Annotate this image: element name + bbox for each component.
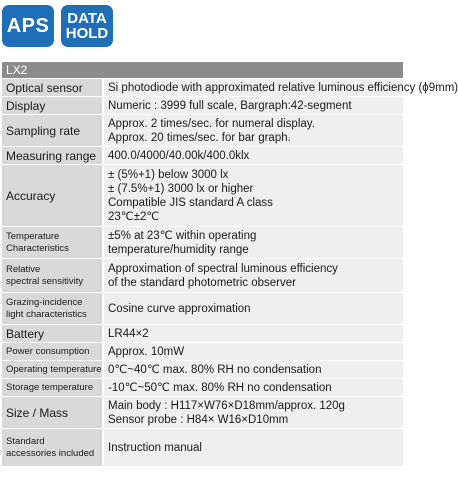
spec-value: Approx. 10mW [103, 343, 403, 361]
spec-value: 400.0/4000/40.00k/400.0klx [103, 147, 403, 165]
spec-label: Measuring range [2, 147, 103, 165]
spec-row-grazing-incidence [2, 293, 403, 325]
data-hold-badge [61, 5, 113, 47]
spec-value: Approx. 2 times/sec. for numeral display. Approx. 20 times/sec. for bar graph. [103, 115, 403, 147]
spec-row-temperature-characteristics [2, 227, 403, 259]
spec-label: Standard accessories included [2, 429, 103, 467]
feature-badges [0, 0, 405, 58]
spec-value: Si photodiode with approximated relative luminous efficiency (ϕ9mm) [103, 79, 403, 97]
spec-label: Sampling rate [2, 115, 103, 147]
spec-row-battery [2, 325, 403, 343]
spec-label: Relative spectral sensitivity [2, 259, 103, 293]
spec-value: Numeric : 3999 full scale, Bargraph:42-segment [103, 97, 403, 115]
spec-label: Display [2, 97, 103, 115]
spec-row-size-mass [2, 397, 403, 429]
spec-value: Instruction manual [103, 429, 403, 467]
spec-value: ± (5%+1) below 3000 lx ± (7.5%+1) 3000 lx or higher Compatible JIS standard A class 23℃±2℃ [103, 165, 403, 227]
spec-label: Temperature Characteristics [2, 227, 103, 259]
spec-table-header [2, 62, 403, 79]
spec-row-power-consumption [2, 343, 403, 361]
spec-label: Battery [2, 325, 103, 343]
aps-badge [2, 5, 54, 47]
spec-row-optical-sensor [2, 79, 403, 97]
spec-value: Cosine curve approximation [103, 293, 403, 325]
data-hold-badge-line2: HOLD [65, 25, 109, 42]
spec-value: ±5% at 23℃ within operating temperature/humidity range [103, 227, 403, 259]
spec-row-sampling-rate [2, 115, 403, 147]
spec-value: Approximation of spectral luminous efficiency of the standard photometric observer [103, 259, 403, 293]
spec-row-relative-spectral-sensitivity [2, 259, 403, 293]
spec-row-measuring-range [2, 147, 403, 165]
spec-row-accuracy [2, 165, 403, 227]
spec-row-standard-accessories [2, 429, 403, 467]
aps-badge-text: APS [6, 14, 50, 37]
spec-row-storage-temperature [2, 379, 403, 397]
spec-value: -10℃~50℃ max. 80% RH no condensation [103, 379, 403, 397]
model-name: LX2 [2, 62, 403, 79]
spec-label: Operating temperature [2, 361, 103, 379]
spec-label: Power consumption [2, 343, 103, 361]
data-hold-badge-line1: DATA [67, 10, 107, 27]
spec-label: Grazing-incidence light characteristics [2, 293, 103, 325]
spec-value: 0℃~40℃ max. 80% RH no condensation [103, 361, 403, 379]
spec-label: Accuracy [2, 165, 103, 227]
spec-value: Main body : H117×W76×D18mm/approx. 120g Sensor probe : H84× W16×D10mm [103, 397, 403, 429]
spec-label: Storage temperature [2, 379, 103, 397]
spec-row-operating-temperature [2, 361, 403, 379]
spec-row-display [2, 97, 403, 115]
spec-label: Size / Mass [2, 397, 103, 429]
spec-table [2, 62, 458, 467]
spec-value: LR44×2 [103, 325, 403, 343]
spec-label: Optical sensor [2, 79, 103, 97]
